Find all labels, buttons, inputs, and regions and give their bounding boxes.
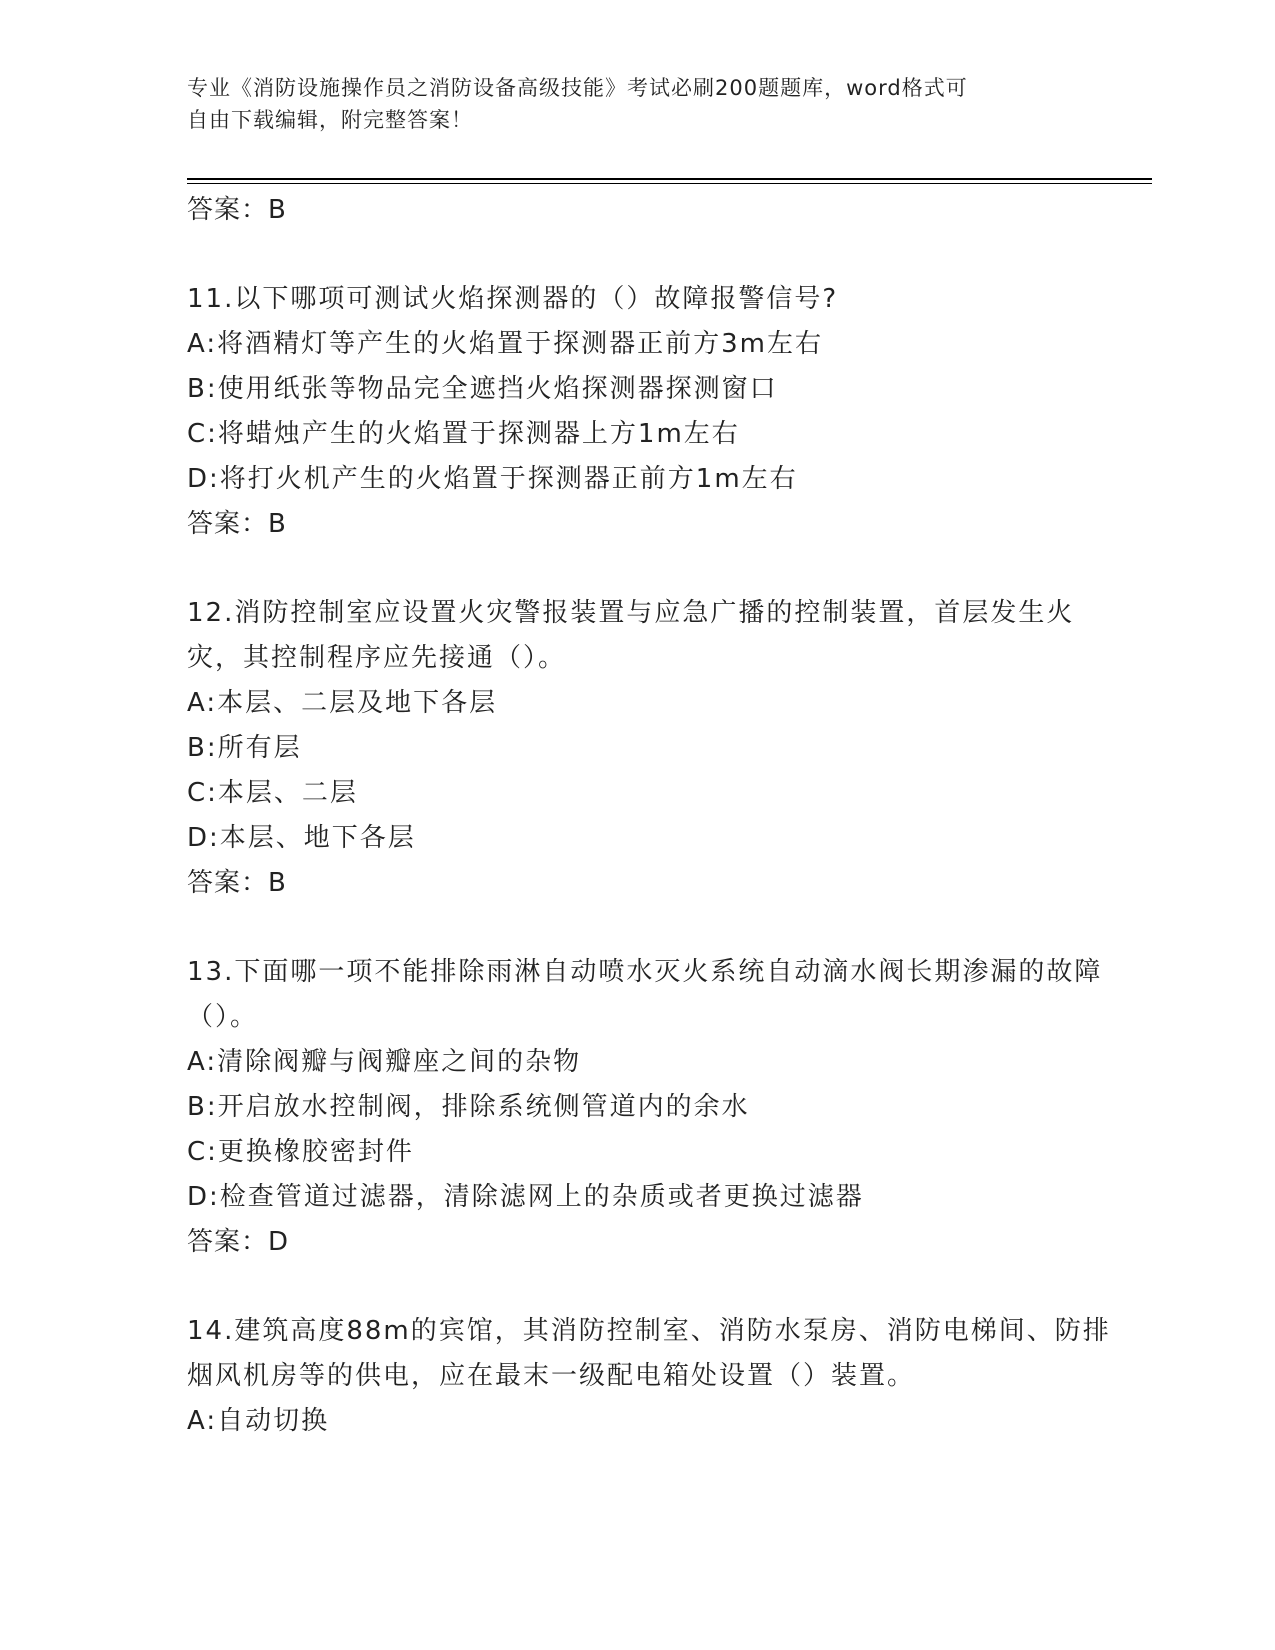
question-title: 13.下面哪一项不能排除雨淋自动喷水灭火系统自动滴水阀长期渗漏的故障（）。 <box>187 957 1103 1032</box>
question-answer: 答案：D <box>187 1227 290 1257</box>
option-b: B:所有层 <box>187 733 302 763</box>
header-line-1: 专业《消防设施操作员之消防设备高级技能》考试必刷200题题库，word格式可 <box>187 76 968 100</box>
question-list <box>187 188 1117 1444</box>
option-d: D:检查管道过滤器，清除滤网上的杂质或者更换过滤器 <box>187 1182 864 1212</box>
question-title: 11.以下哪项可测试火焰探测器的（）故障报警信号? <box>187 284 839 314</box>
question-answer: 答案：B <box>187 509 287 539</box>
question-title: 12.消防控制室应设置火灾警报装置与应急广播的控制装置，首层发生火灾，其控制程序应先接通（）。 <box>187 598 1075 673</box>
question-title: 14.建筑高度88m的宾馆，其消防控制室、消防水泵房、消防电梯间、防排烟风机房等的供电，应在最末一级配电箱处设置（）装置。 <box>187 1316 1111 1391</box>
option-c: C:将蜡烛产生的火焰置于探测器上方1m左右 <box>187 419 740 449</box>
option-b: B:使用纸张等物品完全遮挡火焰探测器探测窗口 <box>187 374 778 404</box>
option-a: A:本层、二层及地下各层 <box>187 688 498 718</box>
option-c: C:本层、二层 <box>187 778 358 808</box>
question-12 <box>187 591 1117 906</box>
document-header <box>187 72 1087 136</box>
option-d: D:将打火机产生的火焰置于探测器正前方1m左右 <box>187 464 798 494</box>
option-d: D:本层、地下各层 <box>187 823 416 853</box>
question-11 <box>187 277 1117 547</box>
header-divider-thick <box>187 178 1152 180</box>
option-a: A:自动切换 <box>187 1406 330 1436</box>
question-13 <box>187 950 1117 1265</box>
question-answer: 答案：B <box>187 868 287 898</box>
option-a: A:清除阀瓣与阀瓣座之间的杂物 <box>187 1047 582 1077</box>
previous-answer: 答案：B <box>187 195 287 225</box>
option-a: A:将酒精灯等产生的火焰置于探测器正前方3m左右 <box>187 329 823 359</box>
header-divider-thin <box>187 183 1152 184</box>
option-b: B:开启放水控制阀，排除系统侧管道内的余水 <box>187 1092 750 1122</box>
question-14 <box>187 1309 1117 1444</box>
header-line-2: 自由下载编辑，附完整答案！ <box>187 108 473 132</box>
option-c: C:更换橡胶密封件 <box>187 1137 414 1167</box>
